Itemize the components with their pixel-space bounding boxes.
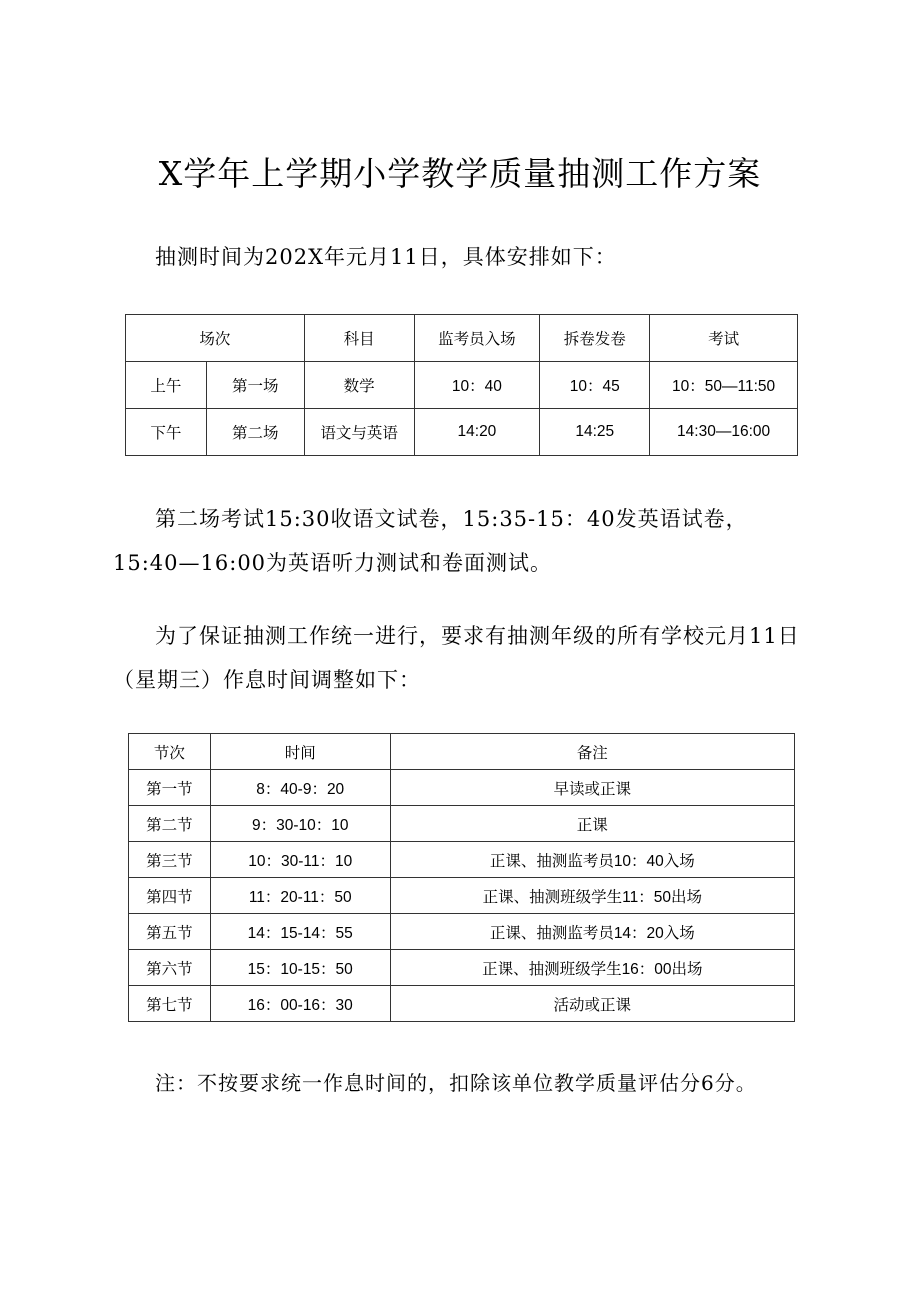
cell-period: 上午 [126, 362, 207, 409]
cell-time: 10：30-11：10 [210, 842, 390, 878]
cell-period: 第六节 [129, 950, 211, 986]
cell-period: 第五节 [129, 914, 211, 950]
schedule-adjust-paragraph: 为了保证抽测工作统一进行，要求有抽测年级的所有学校元月11日（星期三）作息时间调整如下： [113, 624, 800, 692]
cell-session: 第一场 [206, 362, 304, 409]
cell-exam-time: 10：50—11:50 [650, 362, 798, 409]
header-distribute: 拆卷发卷 [540, 315, 650, 362]
cell-note: 早读或正课 [390, 770, 794, 806]
header-session: 场次 [126, 315, 305, 362]
cell-period: 下午 [126, 409, 207, 456]
cell-time: 8：40-9：20 [210, 770, 390, 806]
table-header-row [129, 734, 795, 770]
table-row [129, 770, 795, 806]
cell-exam-time: 14:30—16:00 [650, 409, 798, 456]
cell-period: 第七节 [129, 986, 211, 1022]
cell-period: 第一节 [129, 770, 211, 806]
table-header-row [126, 315, 798, 362]
header-subject: 科目 [304, 315, 414, 362]
cell-note: 正课、抽测监考员10：40入场 [390, 842, 794, 878]
table-row [129, 986, 795, 1022]
cell-time: 14：15-14：55 [210, 914, 390, 950]
exam-schedule-table [125, 314, 798, 456]
cell-distribute-time: 10：45 [540, 362, 650, 409]
header-time: 时间 [210, 734, 390, 770]
cell-proctor-time: 10：40 [414, 362, 540, 409]
cell-time: 11：20-11：50 [210, 878, 390, 914]
class-schedule-table [128, 733, 795, 1022]
document-title: X学年上学期小学教学质量抽测工作方案 [158, 154, 762, 193]
intro-paragraph: 抽测时间为202X年元月11日，具体安排如下： [155, 245, 617, 269]
cell-time: 16：00-16：30 [210, 986, 390, 1022]
cell-note: 正课 [390, 806, 794, 842]
penalty-note: 注：不按要求统一作息时间的，扣除该单位教学质量评估分6分。 [155, 1071, 757, 1095]
table-row [129, 806, 795, 842]
cell-note: 活动或正课 [390, 986, 794, 1022]
header-period: 节次 [129, 734, 211, 770]
header-exam: 考试 [650, 315, 798, 362]
cell-period: 第三节 [129, 842, 211, 878]
exam-details-paragraph: 第二场考试15:30收语文试卷，15:35-15：40发英语试卷，15:40—16:00为英语听力测试和卷面测试。 [113, 507, 748, 575]
header-note: 备注 [390, 734, 794, 770]
cell-note: 正课、抽测班级学生11：50出场 [390, 878, 794, 914]
cell-session: 第二场 [206, 409, 304, 456]
cell-proctor-time: 14:20 [414, 409, 540, 456]
cell-subject: 语文与英语 [304, 409, 414, 456]
table-row [129, 950, 795, 986]
cell-distribute-time: 14:25 [540, 409, 650, 456]
cell-period: 第四节 [129, 878, 211, 914]
table-row [129, 842, 795, 878]
table-row [126, 409, 798, 456]
cell-period: 第二节 [129, 806, 211, 842]
table-row [126, 362, 798, 409]
cell-time: 15：10-15：50 [210, 950, 390, 986]
table-row [129, 878, 795, 914]
cell-note: 正课、抽测班级学生16：00出场 [390, 950, 794, 986]
cell-time: 9：30-10：10 [210, 806, 390, 842]
cell-note: 正课、抽测监考员14：20入场 [390, 914, 794, 950]
table-row [129, 914, 795, 950]
header-proctor-entry: 监考员入场 [414, 315, 540, 362]
cell-subject: 数学 [304, 362, 414, 409]
